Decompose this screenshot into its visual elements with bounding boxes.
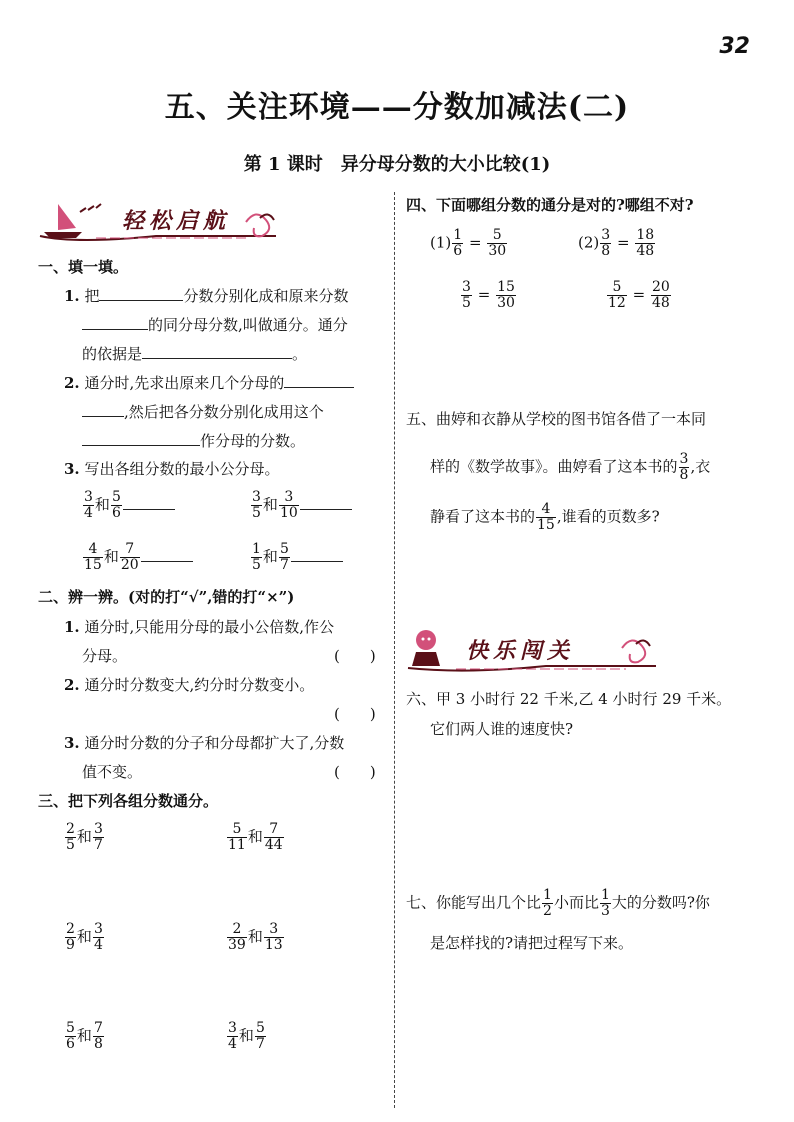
s1-q1-line2 xyxy=(82,315,348,334)
s7-line2: 是怎样找的?请把过程写下来。 xyxy=(430,934,634,952)
fraction: $\frac{5}{6}$ xyxy=(66,1020,75,1052)
q-number: 2. xyxy=(64,676,80,694)
s1-q1-line1 xyxy=(64,286,348,305)
fraction: $\frac{3}{8}$ xyxy=(601,227,611,259)
equals: = xyxy=(468,233,482,252)
text: ,然后把各分数分别化成用这个 xyxy=(124,403,324,421)
s2-q1-line2: 分母。 xyxy=(82,647,128,665)
lcd-pair xyxy=(82,542,193,573)
fraction: $\frac{20}{48}$ xyxy=(651,279,670,311)
q-number: 2. xyxy=(64,374,80,392)
s2-q2-line1 xyxy=(64,676,314,694)
text: 写出各组分数的最小公分母。 xyxy=(84,460,280,478)
fraction: $\frac{4}{15}$ xyxy=(84,541,102,573)
answer-blank[interactable] xyxy=(82,402,124,417)
s6-line1: 六、甲 3 小时行 22 千米,乙 4 小时行 29 千米。 xyxy=(406,690,732,708)
fraction: $\frac{3}{4}$ xyxy=(228,1020,237,1052)
fraction: $\frac{5}{7}$ xyxy=(255,1020,265,1052)
answer-blank[interactable] xyxy=(300,495,352,510)
answer-blank[interactable] xyxy=(99,286,183,301)
page-number: 32 xyxy=(719,34,750,59)
fraction: $\frac{1}{2}$ xyxy=(543,887,552,919)
q-number: 1. xyxy=(64,618,80,636)
fraction: $\frac{3}{13}$ xyxy=(264,921,283,953)
s1-q2-line3 xyxy=(82,431,305,450)
s5-line1: 五、曲婷和衣静从学校的图书馆各借了一本同 xyxy=(406,410,707,428)
banner-challenge-label: 快乐闯关 xyxy=(466,638,575,664)
fraction: $\frac{7}{44}$ xyxy=(264,821,283,853)
s1-q2-line1 xyxy=(64,373,354,392)
text: 的同分母分数,叫做通分。通分 xyxy=(148,316,348,334)
s4-group-1-eq1 xyxy=(430,228,508,259)
s4-group-2-eq2 xyxy=(606,280,672,311)
text: 。 xyxy=(292,345,308,363)
common-denominator-pair xyxy=(64,1021,105,1052)
s1-q1-line3 xyxy=(82,344,307,363)
common-denominator-pair xyxy=(226,922,285,953)
text: 通分时,先求出原来几个分母的 xyxy=(84,374,285,392)
group-label: (2) xyxy=(578,233,600,252)
lcd-pair xyxy=(250,542,343,573)
common-denominator-pair xyxy=(64,822,105,853)
banner-warmup-label: 轻松启航 xyxy=(122,208,231,234)
group-label: (1) xyxy=(430,233,452,252)
fraction: $\frac{4}{15}$ xyxy=(537,501,555,533)
fraction: $\frac{5}{6}$ xyxy=(111,489,121,521)
text: 通分时分数的分子和分母都扩大了,分数 xyxy=(84,734,345,752)
and-word: 和 xyxy=(247,827,263,846)
fraction: $\frac{3}{7}$ xyxy=(93,821,103,853)
lcd-pair xyxy=(250,490,352,521)
answer-blank[interactable] xyxy=(141,547,193,562)
s7-line1 xyxy=(406,888,710,919)
q-number: 3. xyxy=(64,734,80,752)
common-denominator-pair xyxy=(226,1021,267,1052)
and-word: 和 xyxy=(76,827,92,846)
s1-q3 xyxy=(64,460,279,478)
fraction: $\frac{18}{48}$ xyxy=(636,227,655,259)
fraction: $\frac{15}{30}$ xyxy=(497,279,515,311)
answer-paren[interactable]: ( ) xyxy=(334,705,376,723)
section-3-heading: 三、把下列各组分数通分。 xyxy=(38,792,219,810)
equals: = xyxy=(477,285,491,304)
and-word: 和 xyxy=(262,495,278,514)
and-word: 和 xyxy=(103,547,119,566)
lesson-subtitle: 第 1 课时 异分母分数的大小比较(1) xyxy=(243,154,551,175)
answer-paren[interactable]: ( ) xyxy=(334,763,376,781)
s2-q3-line1 xyxy=(64,734,344,752)
fraction: $\frac{3}{8}$ xyxy=(679,451,689,483)
and-word: 和 xyxy=(247,927,263,946)
text: 通分时分数变大,约分时分数变小。 xyxy=(84,676,315,694)
answer-blank[interactable] xyxy=(82,315,148,330)
s1-q2-line2 xyxy=(82,402,324,421)
text: 的依据是 xyxy=(82,345,143,363)
text: 大的分数吗?你 xyxy=(611,893,710,912)
fraction: $\frac{5}{12}$ xyxy=(608,279,626,311)
section-2-heading: 二、辨一辨。(对的打“√”,错的打“×”) xyxy=(38,588,295,606)
fraction: $\frac{5}{30}$ xyxy=(488,227,507,259)
answer-blank[interactable] xyxy=(82,431,200,446)
and-word: 和 xyxy=(262,547,278,566)
answer-blank[interactable] xyxy=(291,547,343,562)
s4-group-2-eq1 xyxy=(578,228,656,259)
text: 作分母的分数。 xyxy=(200,432,306,450)
s2-q1-line1 xyxy=(64,618,334,636)
fraction: $\frac{2}{5}$ xyxy=(66,821,75,853)
fraction: $\frac{5}{7}$ xyxy=(279,541,289,573)
fraction: $\frac{2}{9}$ xyxy=(66,921,75,953)
text: 小而比 xyxy=(553,893,599,912)
fraction: $\frac{7}{20}$ xyxy=(120,541,139,573)
s2-q3-line2: 值不变。 xyxy=(82,763,143,781)
text: 静看了这本书的 xyxy=(430,507,536,526)
s5-line2 xyxy=(430,452,710,483)
common-denominator-pair xyxy=(64,922,105,953)
answer-paren[interactable]: ( ) xyxy=(334,647,376,665)
fraction: $\frac{3}{4}$ xyxy=(93,921,103,953)
text: 分数分别化成和原来分数 xyxy=(183,287,349,305)
fraction: $\frac{3}{5}$ xyxy=(252,489,261,521)
text: ,衣 xyxy=(690,457,711,476)
fraction: $\frac{1}{5}$ xyxy=(252,541,261,573)
column-divider xyxy=(394,192,395,1108)
equals: = xyxy=(632,285,646,304)
and-word: 和 xyxy=(94,495,110,514)
fraction: $\frac{2}{39}$ xyxy=(228,921,246,953)
s5-line3 xyxy=(430,502,660,533)
fraction: $\frac{3}{5}$ xyxy=(462,279,471,311)
fraction: $\frac{1}{6}$ xyxy=(453,227,463,259)
q-number: 1. xyxy=(64,287,80,305)
s6-line2: 它们两人谁的速度快? xyxy=(430,720,574,738)
banner-challenge xyxy=(406,624,662,670)
fraction: $\frac{5}{11}$ xyxy=(228,821,246,853)
q-number: 3. xyxy=(64,460,80,478)
section-4-heading: 四、下面哪组分数的通分是对的?哪组不对? xyxy=(406,196,694,214)
answer-blank[interactable] xyxy=(284,373,354,388)
lcd-pair xyxy=(82,490,175,521)
fraction: $\frac{7}{8}$ xyxy=(93,1020,103,1052)
and-word: 和 xyxy=(76,1026,92,1045)
page-title: 五、关注环境——分数加减法(二) xyxy=(164,90,630,125)
fraction: $\frac{3}{4}$ xyxy=(84,489,93,521)
text: 把 xyxy=(84,287,100,305)
text: ,谁看的页数多? xyxy=(556,507,660,526)
fraction: $\frac{3}{10}$ xyxy=(279,489,298,521)
text: 通分时,只能用分母的最小公倍数,作公 xyxy=(84,618,334,636)
s4-group-1-eq2 xyxy=(460,280,517,311)
fraction: $\frac{1}{3}$ xyxy=(600,887,610,919)
and-word: 和 xyxy=(238,1026,254,1045)
and-word: 和 xyxy=(76,927,92,946)
text: 七、你能写出几个比 xyxy=(406,893,542,912)
banner-warmup xyxy=(36,200,286,246)
section-1-heading: 一、填一填。 xyxy=(38,258,129,276)
common-denominator-pair xyxy=(226,822,285,853)
equals: = xyxy=(616,233,630,252)
answer-blank[interactable] xyxy=(123,495,175,510)
text: 样的《数学故事》。曲婷看了这本书的 xyxy=(430,457,678,476)
answer-blank[interactable] xyxy=(142,344,292,359)
